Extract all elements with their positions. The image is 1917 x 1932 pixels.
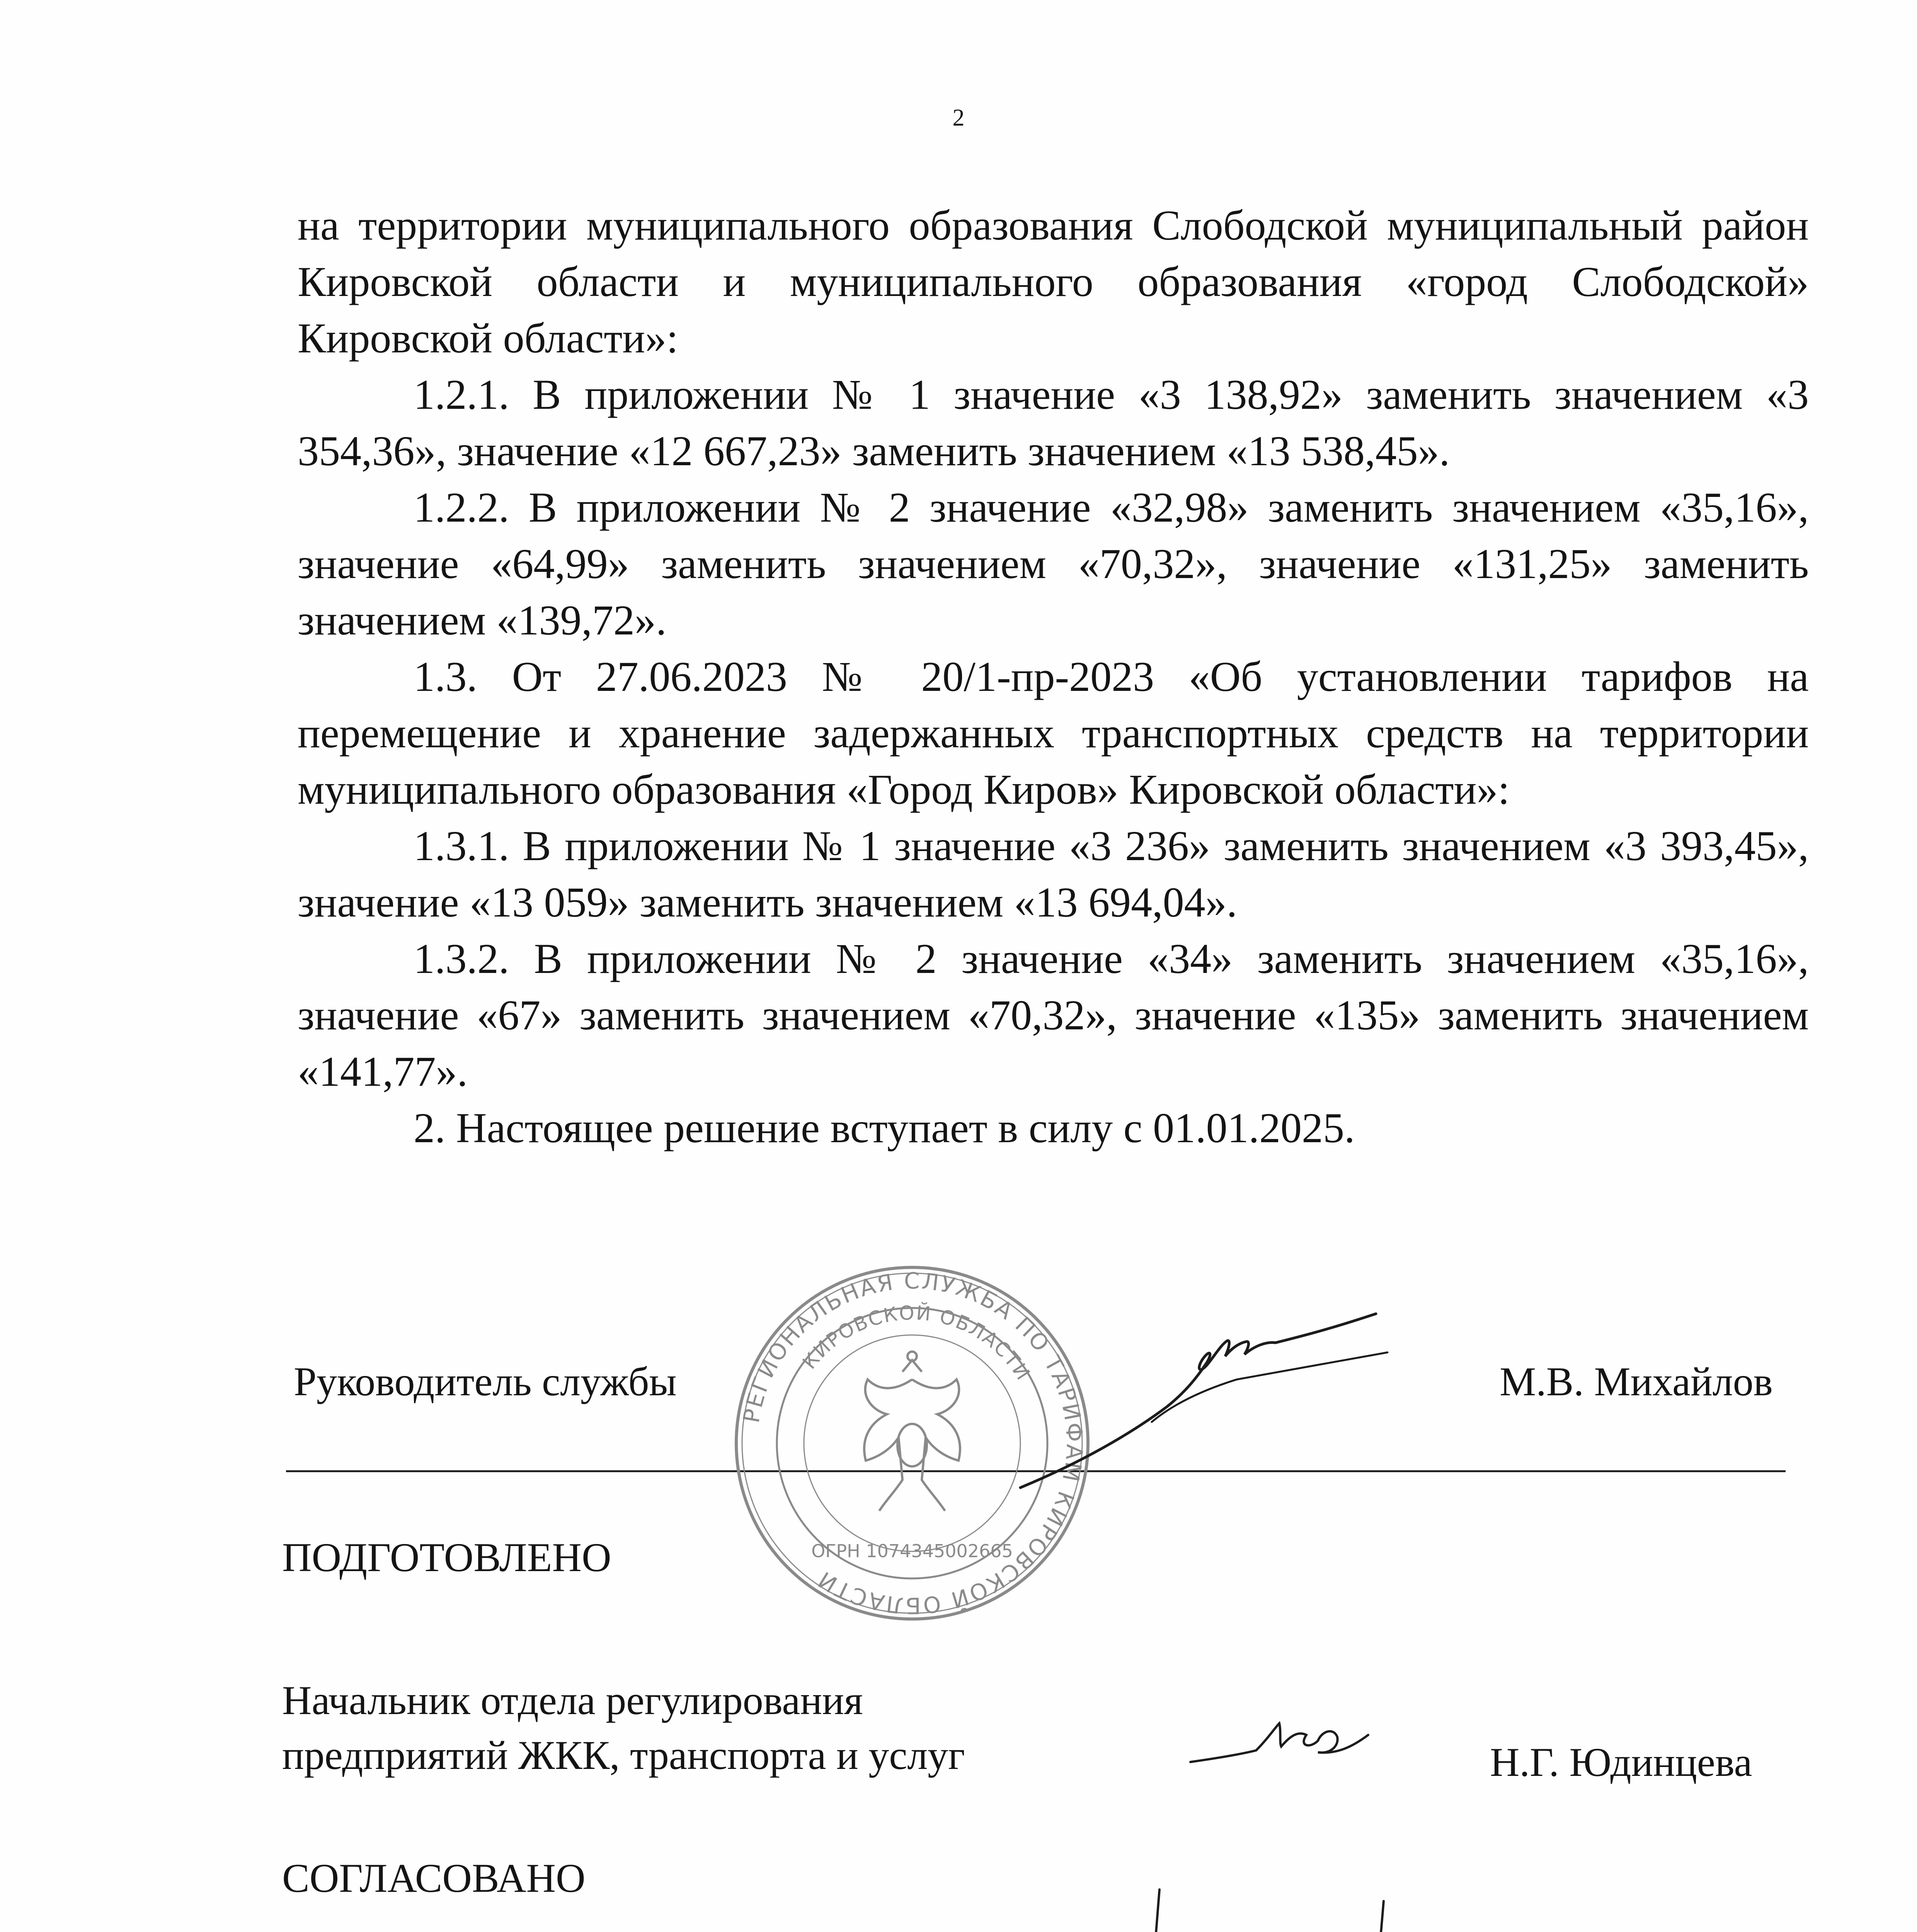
deputy-signature-mark bbox=[1074, 1878, 1445, 1932]
prepared-name: Н.Г. Юдинцева bbox=[1490, 1740, 1752, 1785]
seal-inner-text: КИРОВСКОЙ ОБЛАСТИ bbox=[798, 1301, 1035, 1385]
paragraph-1-3-1: 1.3.1. В приложении № 1 значение «3 236» заменить значением «3 393,45», значение «13 059» заменить значением «13 694,04». bbox=[298, 822, 1809, 926]
head-position: Руководитель службы bbox=[294, 1359, 677, 1404]
head-signature-mark bbox=[1005, 1306, 1469, 1507]
head-name: М.В. Михайлов bbox=[1500, 1359, 1773, 1404]
seal-outer-text: РЕГИОНАЛЬНАЯ СЛУЖБА ПО ТАРИФАМ КИРОВСКОЙ ОБЛАСТИ bbox=[738, 1267, 1088, 1619]
paragraph-intro: на территории муниципального образования Слободской муниципальный район Кировской области и муниципального образования «город Слободской» Кировской области»: bbox=[298, 202, 1809, 362]
prepared-position-line-1: Начальник отдела регулирования bbox=[282, 1678, 863, 1723]
paragraph-1-2-2: 1.2.2. В приложении № 2 значение «32,98» заменить значением «35,16», значение «64,99» заменить значением «70,32», значение «131,25» заменить значением «139,72». bbox=[298, 484, 1809, 644]
prepared-heading: ПОДГОТОВЛЕНО bbox=[282, 1535, 611, 1580]
agreed-heading: СОГЛАСОВАНО bbox=[282, 1855, 586, 1901]
document-body bbox=[298, 197, 1809, 1156]
paragraph-1-3: 1.3. От 27.06.2023 № 20/1-пр-2023 «Об установлении тарифов на перемещение и хранение задержанных транспортных средств на территории муниципального образования «Город Киров» Кировской области»: bbox=[298, 653, 1809, 813]
eagle-emblem-icon bbox=[864, 1352, 960, 1511]
seal-ogrn-text: ОГРН 1074345002665 bbox=[811, 1541, 1013, 1561]
page-number: 2 bbox=[952, 105, 965, 131]
paragraph-1-2-1: 1.2.1. В приложении № 1 значение «3 138,92» заменить значением «3 354,36», значение «12 667,23» заменить значением «13 538,45». bbox=[298, 371, 1809, 474]
prepared-signature-mark bbox=[1183, 1704, 1384, 1781]
prepared-position-line-2: предприятий ЖКК, транспорта и услуг bbox=[282, 1733, 965, 1778]
paragraph-2: 2. Настоящее решение вступает в силу с 01.01.2025. bbox=[414, 1104, 1355, 1151]
paragraph-1-3-2: 1.3.2. В приложении № 2 значение «34» заменить значением «35,16», значение «67» заменить значением «70,32», значение «135» заменить значением «141,77». bbox=[298, 935, 1809, 1095]
